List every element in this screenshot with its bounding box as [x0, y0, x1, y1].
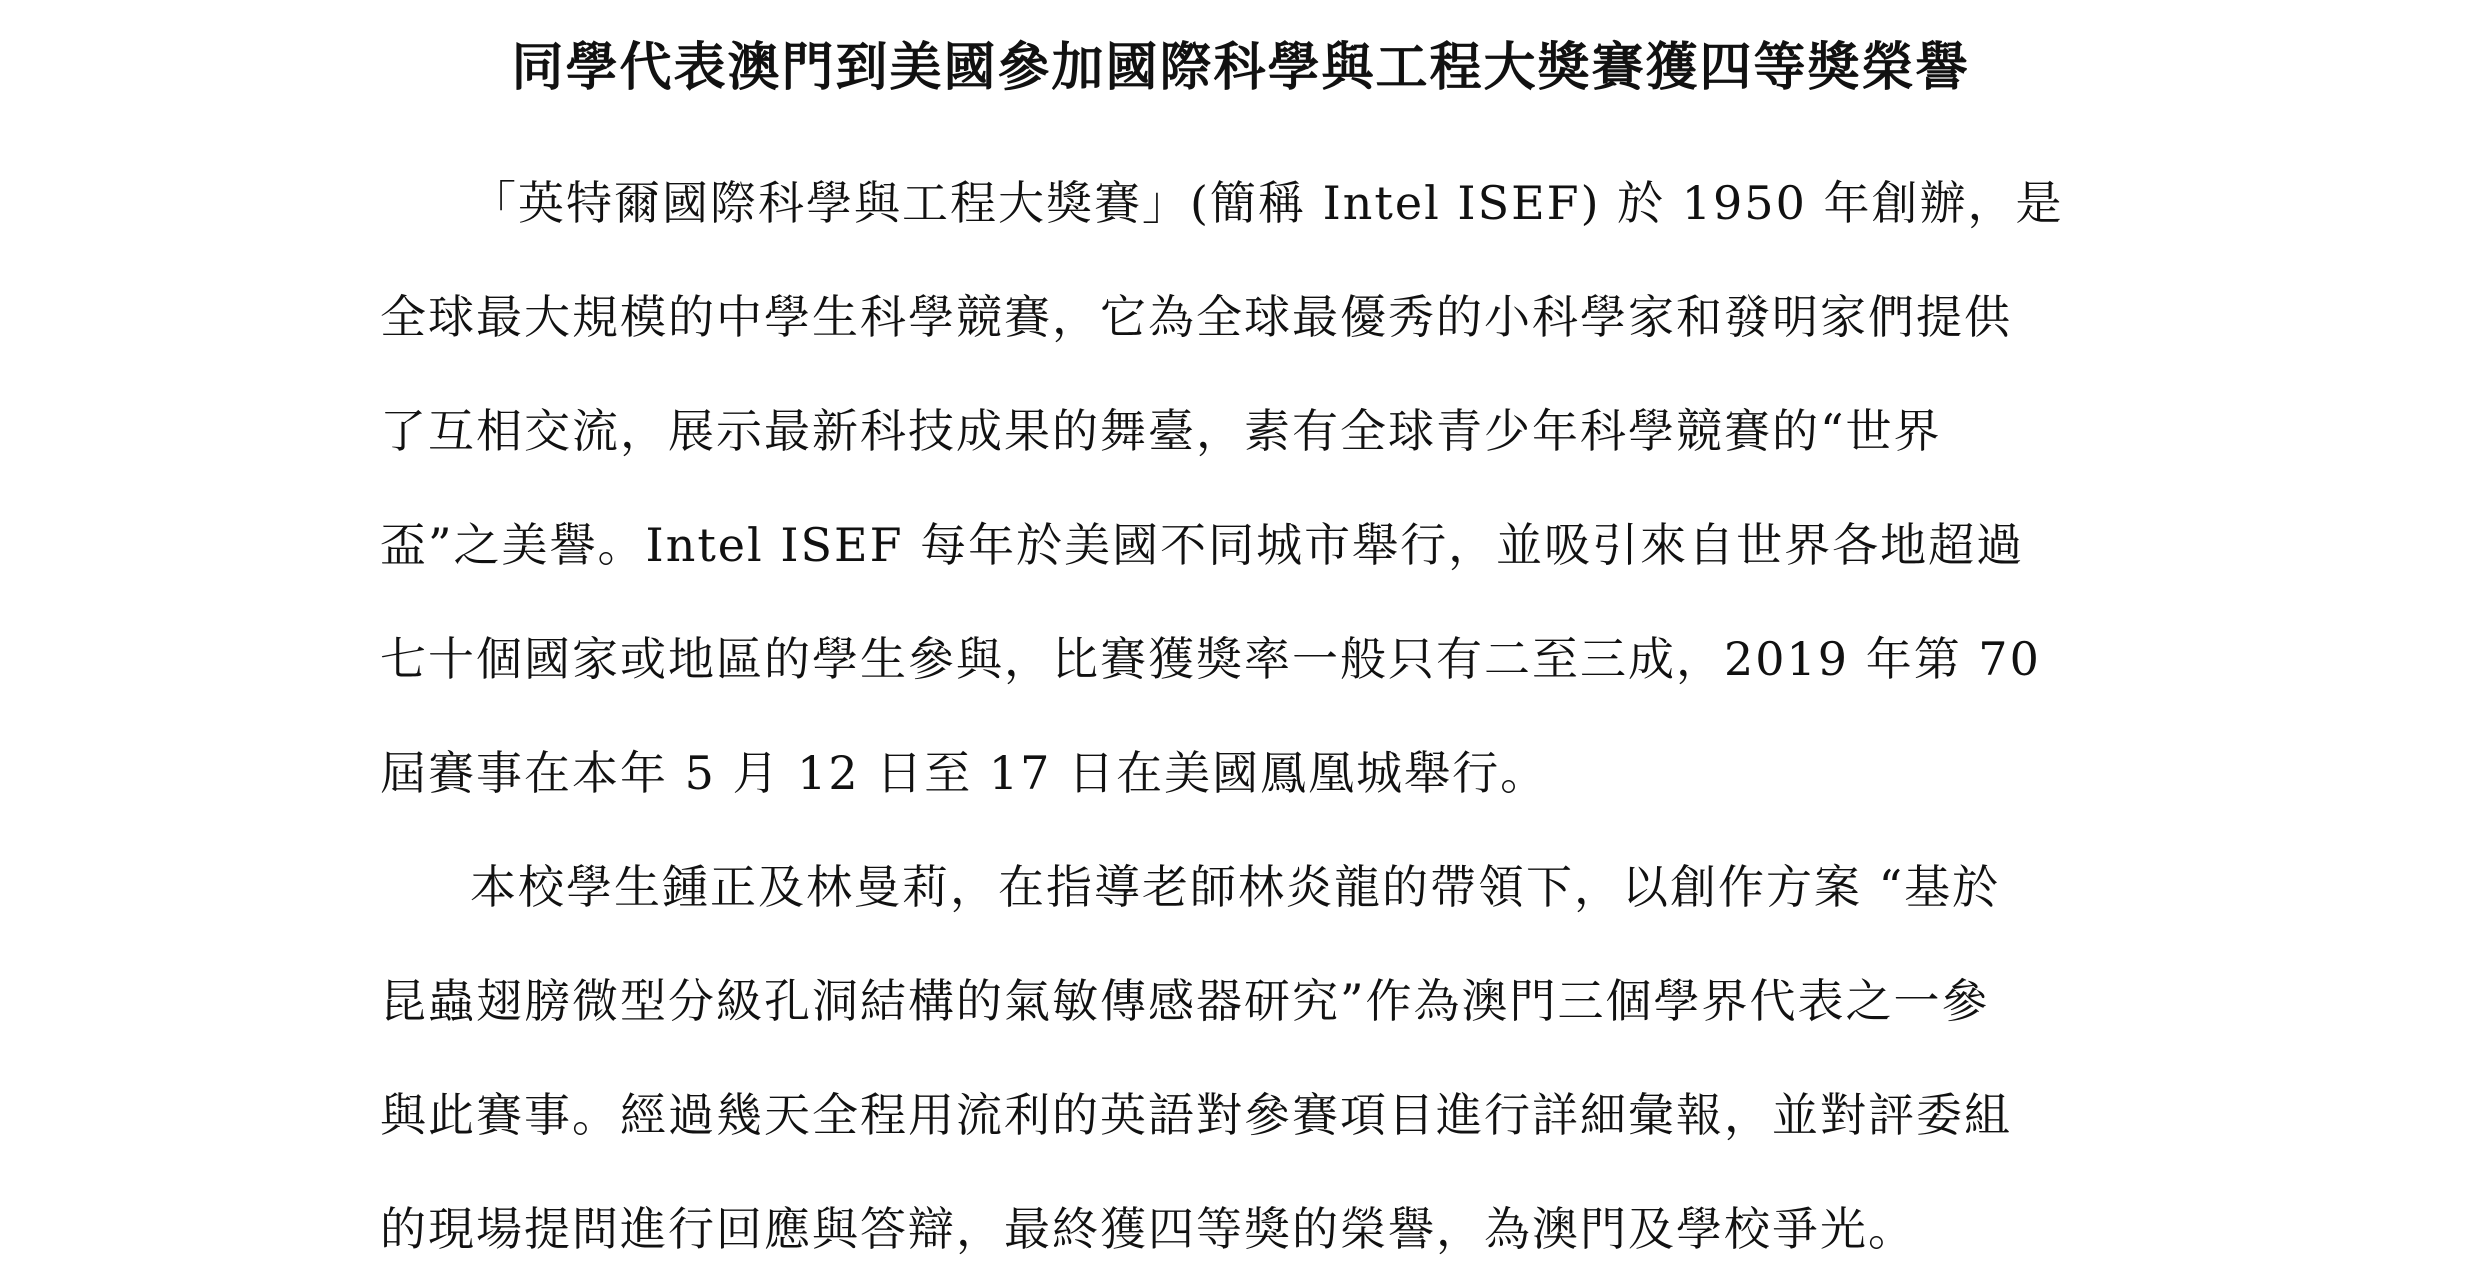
- paragraph-2-line: 昆蟲翅膀微型分級孔洞結構的氣敏傳感器研究”作為澳門三個學界代表之一參: [380, 974, 1990, 1028]
- paragraph-2-line: 的現場提問進行回應與答辯，最終獲四等獎的榮譽，為澳門及學校爭光。: [380, 1202, 1916, 1256]
- paragraph-2-line: 本校學生鍾正及林曼莉，在指導老師林炎龍的帶領下，以創作方案 “基於: [470, 860, 2001, 914]
- document-title: 同學代表澳門到美國參加國際科學與工程大獎賽獲四等獎榮譽: [511, 37, 1970, 98]
- paragraph-1-line: 全球最大規模的中學生科學競賽，它為全球最優秀的小科學家和發明家們提供: [380, 290, 2012, 344]
- paragraph-1-line: 屆賽事在本年 5 月 12 日至 17 日在美國鳳凰城舉行。: [380, 746, 1549, 800]
- paragraph-1-line: 「英特爾國際科學與工程大獎賽」(簡稱 Intel ISEF) 於 1950 年創辦，是: [470, 176, 2064, 230]
- paragraph-1-line: 了互相交流，展示最新科技成果的舞臺，素有全球青少年科學競賽的“世界: [380, 404, 1942, 458]
- paragraph-1-line: 盃”之美譽。Intel ISEF 每年於美國不同城市舉行，並吸引來自世界各地超過: [380, 518, 2025, 572]
- paragraph-2-line: 與此賽事。經過幾天全程用流利的英語對參賽項目進行詳細彙報，並對評委組: [380, 1088, 2012, 1142]
- paragraph-1-line: 七十個國家或地區的學生參與，比賽獲獎率一般只有二至三成，2019 年第 70: [380, 632, 2041, 686]
